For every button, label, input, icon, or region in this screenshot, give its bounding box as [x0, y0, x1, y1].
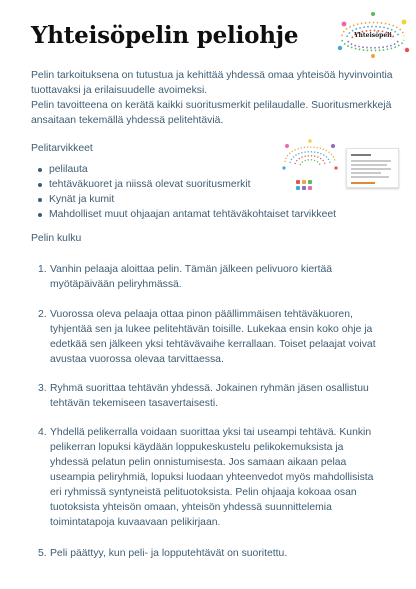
- step-text: Yhdellä pelikerralla voidaan suorittaa yksi tai useampi tehtävä. Kunkin pelikerran lopuksi käydään loppukeskustelu pelikokemuksista ja yhdessä pelatun pelin onnistumisesta. Jos samaan aikaan pelaa useampia peliryhmiä, lopuksi luodaan yhteenvedot myös mahdollisista eri ryhmissä syntyneistä pelituotoksista. Pelin ohjaaja kokoaa osan tuotoksista yhteisön omaan, yhteisön yhdessä suunnittelemia toimintatapoja kuvaavaan pelikirjaan.: [50, 427, 374, 528]
- intro-text: [31, 68, 401, 128]
- step-number: 5.: [38, 548, 47, 559]
- materials-heading: Pelitarvikkeet: [31, 143, 93, 154]
- step-item: [38, 381, 383, 411]
- step-item: [38, 262, 383, 292]
- step-number: 3.: [38, 383, 47, 394]
- logo-text: Yhteisöpeli: [354, 32, 392, 39]
- step-item: [38, 425, 383, 530]
- step-text: Vuorossa oleva pelaaja ottaa pinon päällimmäisen tehtäväkuoren, tyhjentää sen ja lukee pelitehtävän toisille. Lukekaa ensin koko ohje ja edetkää sen jälkeen yksi tehtävävaihe kerrallaan. Toiset pelaajat voivat avustaa vuorossa olevaa tarvittaessa.: [50, 309, 376, 365]
- step-item: [38, 307, 383, 367]
- list-item: tehtäväkuoret ja niissä olevat suoritusmerkit: [31, 177, 391, 192]
- step-item: [38, 546, 383, 561]
- step-number: 1.: [38, 264, 47, 275]
- step-number: 2.: [38, 309, 47, 320]
- step-text: Peli päättyy, kun peli- ja lopputehtävät on suoritettu.: [50, 548, 288, 559]
- page-title: Yhteisöpelin peliohje: [31, 22, 299, 49]
- materials-list: [31, 162, 391, 222]
- list-item: Kynät ja kumit: [31, 192, 391, 207]
- intro-paragraph: Pelin tavoitteena on kerätä kaikki suoritusmerkit pelilaudalle. Suoritusmerkkejä ansaitaan tekemällä yhdessä pelitehtäviä.: [31, 100, 392, 126]
- step-text: Ryhmä suorittaa tehtävän yhdessä. Jokainen ryhmän jäsen osallistuu tehtävän tekemiseen tasavertaisesti.: [50, 383, 369, 409]
- steps-list: [38, 262, 383, 561]
- flow-heading: Pelin kulku: [31, 233, 82, 244]
- step-number: 4.: [38, 427, 47, 438]
- list-item: pelilauta: [31, 162, 391, 177]
- step-text: Vanhin pelaaja aloittaa pelin. Tämän jälkeen pelivuoro kiertää myötäpäivään peliryhmässä.: [50, 264, 333, 290]
- intro-paragraph: Pelin tarkoituksena on tutustua ja kehittää yhdessä omaa yhteisöä hyvinvointia tuottavaksi ja erilaisuudelle avoimeksi.: [31, 70, 393, 96]
- game-logo: [334, 10, 412, 60]
- list-item: Mahdolliset muut ohjaajan antamat tehtäväkohtaiset tarvikkeet: [31, 207, 391, 222]
